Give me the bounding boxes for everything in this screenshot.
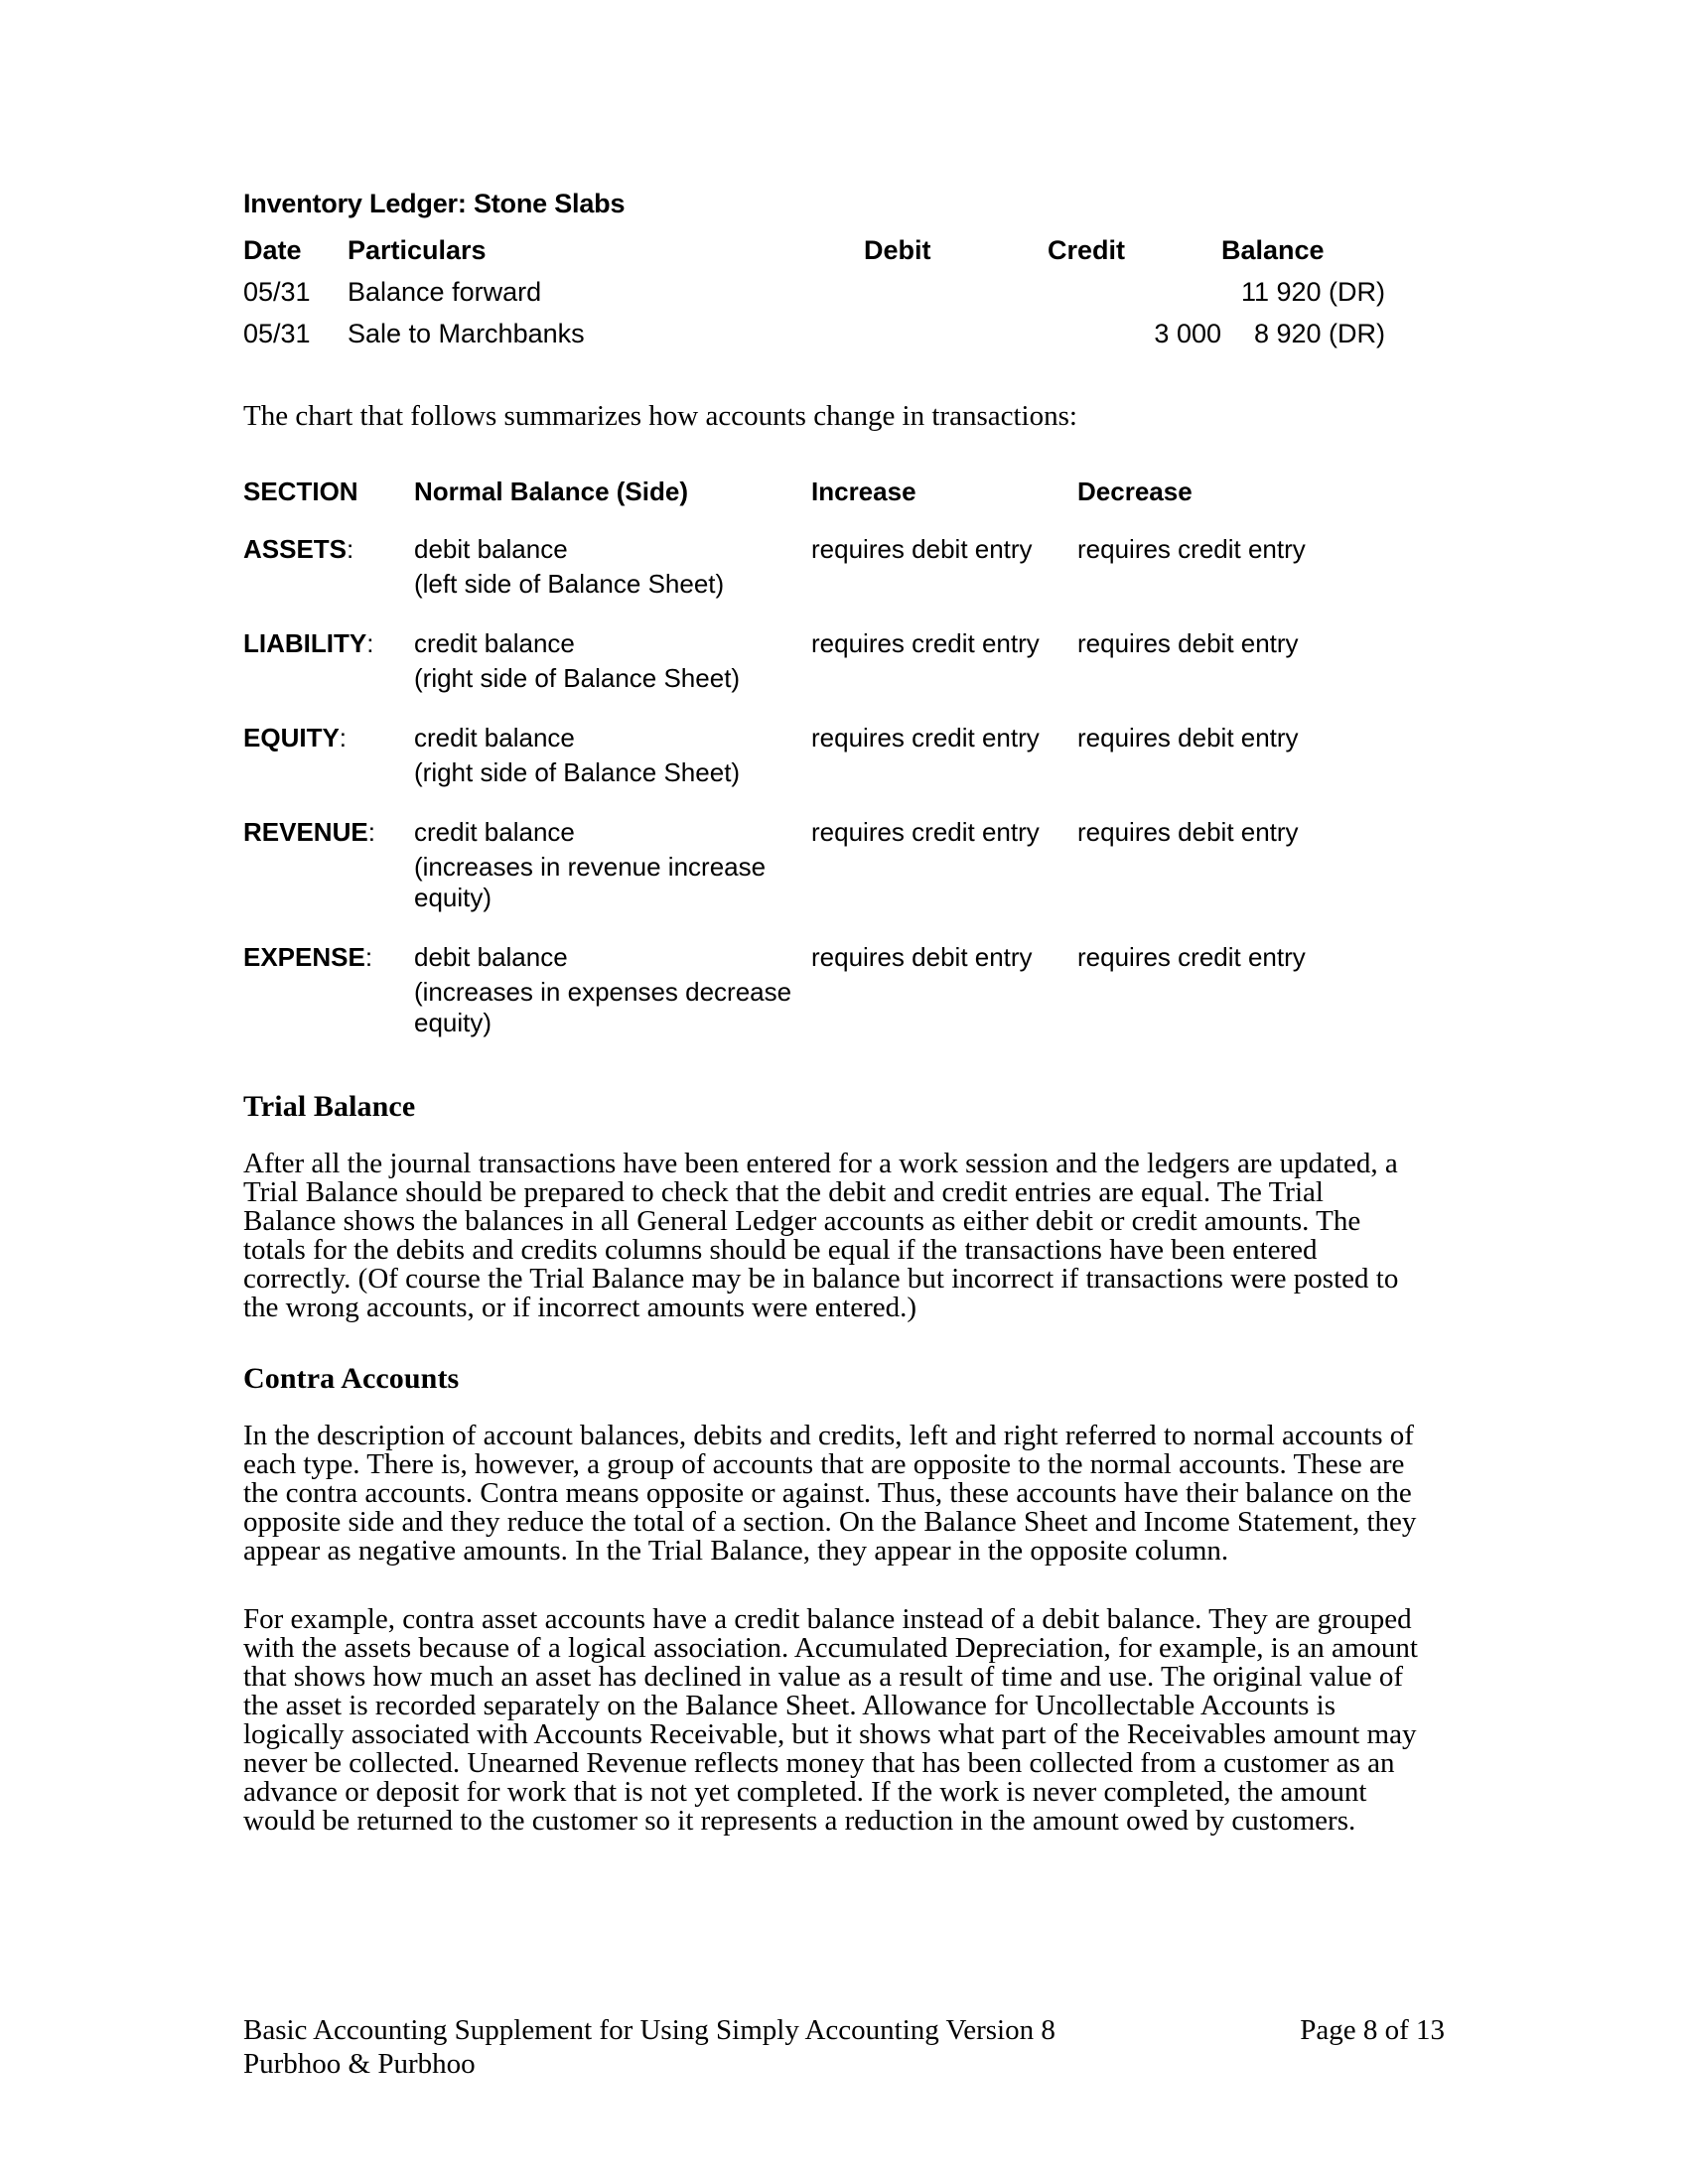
ledger-header-particulars: Particulars [348, 235, 487, 265]
section-name-cell [243, 628, 414, 663]
inventory-ledger-table [243, 235, 1385, 360]
section-note-spacer [243, 852, 414, 942]
section-colon: : [339, 723, 348, 752]
section-label: EQUITY [243, 723, 340, 752]
section-note-cell: (left side of Balance Sheet) [414, 569, 725, 599]
section-note-spacer [243, 663, 414, 723]
section-note-spacer [1077, 977, 1425, 1038]
section-note-cell: (increases in expenses decrease equity) [414, 977, 792, 1037]
section-note-spacer [811, 569, 1077, 628]
section-normal-cell: debit balance [414, 534, 568, 564]
section-colon: : [347, 534, 354, 564]
section-note-spacer [243, 977, 414, 1038]
table-row-note [243, 852, 1425, 942]
section-label: LIABILITY [243, 628, 367, 658]
inventory-ledger-title: Inventory Ledger: Stone Slabs [243, 189, 626, 218]
table-row-note [243, 977, 1425, 1038]
table-row [243, 817, 1425, 852]
contra-accounts-paragraph-2: For example, contra asset accounts have a credit balance instead of a debit balance. They are grouped with the assets because of a logical association. Accumulated Depreciation, for example, is an amount that shows how much an asset has declined in value as a result of time and use. The original value of the asset is recorded separately on the Balance Sheet. Allowance for Uncollectable Accounts is logically associated with Accounts Receivable, but it shows what part of the Receivables amount may never be collected. Unearned Revenue reflects money that has been collected from a customer as an advance or deposit for work that is not yet completed. If the work is never completed, the amount would be returned to the customer so it represents a reduction in the amount owed by customers. [243, 1603, 1418, 1837]
footer-document-title: Basic Accounting Supplement for Using Simply Accounting Version 8 [243, 2014, 1055, 2046]
footer-page-number: Page 8 of 13 [1300, 2014, 1445, 2046]
ledger-cell-credit: 3 000 [1154, 319, 1221, 348]
section-note-spacer [811, 663, 1077, 723]
trial-balance-heading: Trial Balance [243, 1090, 416, 1123]
section-normal-cell: credit balance [414, 817, 575, 847]
ledger-cell-particulars: Sale to Marchbanks [348, 319, 585, 348]
section-header-section: SECTION [243, 477, 358, 506]
inventory-ledger-block [243, 189, 1450, 360]
section-note-cell: (right side of Balance Sheet) [414, 757, 741, 787]
section-note-spacer [1077, 852, 1425, 942]
section-note-spacer [811, 852, 1077, 942]
section-note-spacer [811, 977, 1077, 1038]
section-label: EXPENSE [243, 942, 365, 972]
section-increase-cell: requires credit entry [811, 628, 1040, 658]
page-footer [243, 2015, 1445, 2081]
section-normal-cell: credit balance [414, 628, 575, 658]
section-decrease-cell: requires debit entry [1077, 817, 1299, 847]
section-normal-cell: debit balance [414, 942, 568, 972]
contra-accounts-heading: Contra Accounts [243, 1362, 460, 1395]
ledger-header-date: Date [243, 235, 302, 265]
footer-top-row [243, 2015, 1445, 2047]
table-row-note [243, 757, 1425, 817]
section-decrease-cell: requires credit entry [1077, 942, 1306, 972]
section-colon: : [366, 628, 374, 658]
section-name-cell [243, 817, 414, 852]
section-label: REVENUE [243, 817, 368, 847]
table-row [243, 723, 1425, 757]
ledger-cell-balance: 8 920 (DR) [1253, 319, 1385, 348]
section-note-cell: (increases in revenue increase equity) [414, 852, 767, 912]
table-row-note [243, 663, 1425, 723]
ledger-cell-date: 05/31 [243, 277, 311, 307]
section-increase-cell: requires debit entry [811, 942, 1033, 972]
table-row [243, 534, 1425, 569]
section-name-cell [243, 534, 414, 569]
ledger-cell-balance: 11 920 (DR) [1240, 277, 1385, 307]
section-note-spacer [811, 757, 1077, 817]
section-header-row [243, 477, 1425, 534]
chart-intro-text: The chart that follows summarizes how accounts change in transactions: [243, 400, 1077, 432]
table-row-note [243, 569, 1425, 628]
section-colon: : [367, 817, 375, 847]
section-note-spacer [243, 569, 414, 628]
table-row [243, 942, 1425, 977]
ledger-header-credit: Credit [1048, 235, 1126, 265]
footer-authors: Purbhoo & Purbhoo [243, 2047, 476, 2080]
ledger-cell-particulars: Balance forward [348, 277, 542, 307]
section-colon: : [364, 942, 373, 972]
section-label: ASSETS [243, 534, 348, 564]
ledger-cell-debit [864, 319, 1048, 360]
table-row [243, 277, 1385, 319]
section-note-spacer [1077, 757, 1425, 817]
section-header-increase: Increase [811, 477, 916, 506]
footer-authors-row [243, 2049, 1445, 2081]
ledger-header-row [243, 235, 1385, 277]
section-note-cell: (right side of Balance Sheet) [414, 663, 741, 693]
trial-balance-paragraph: After all the journal transactions have been entered for a work session and the ledgers are updated, a Trial Balance should be prepared to check that the debit and credit entries are equal. The Trial Balance shows the balances in all General Ledger accounts as either debit or credit amounts. The totals for the debits and credits columns should be equal if the transactions have been entered correctly. (Of course the Trial Balance may be in balance but incorrect if transactions were posted to the wrong accounts, or if incorrect amounts were entered.) [243, 1148, 1399, 1323]
ledger-cell-debit [864, 277, 1048, 319]
account-sections-table [243, 477, 1425, 1038]
section-header-normal: Normal Balance (Side) [414, 477, 688, 506]
ledger-cell-date: 05/31 [243, 319, 311, 348]
ledger-header-debit: Debit [864, 235, 931, 265]
section-increase-cell: requires credit entry [811, 817, 1040, 847]
section-decrease-cell: requires debit entry [1077, 723, 1299, 752]
section-decrease-cell: requires debit entry [1077, 628, 1299, 658]
ledger-cell-credit [1048, 277, 1221, 319]
section-name-cell [243, 942, 414, 977]
section-increase-cell: requires debit entry [811, 534, 1033, 564]
section-note-spacer [1077, 569, 1425, 628]
section-increase-cell: requires credit entry [811, 723, 1040, 752]
section-note-spacer [243, 757, 414, 817]
section-decrease-cell: requires credit entry [1077, 534, 1306, 564]
table-row [243, 628, 1425, 663]
ledger-header-balance: Balance [1221, 235, 1325, 265]
contra-accounts-paragraph-1: In the description of account balances, debits and credits, left and right referred to normal accounts of each type. There is, however, a group of accounts that are opposite to the normal accounts. These are the contra accounts. Contra means opposite or against. Thus, these accounts have their balance on the opposite side and they reduce the total of a section. On the Balance Sheet and Income Statement, they appear as negative amounts. In the Trial Balance, they appear in the opposite column. [243, 1420, 1417, 1567]
section-name-cell [243, 723, 414, 757]
table-row [243, 319, 1385, 360]
section-note-spacer [1077, 663, 1425, 723]
section-normal-cell: credit balance [414, 723, 575, 752]
section-header-decrease: Decrease [1077, 477, 1193, 506]
